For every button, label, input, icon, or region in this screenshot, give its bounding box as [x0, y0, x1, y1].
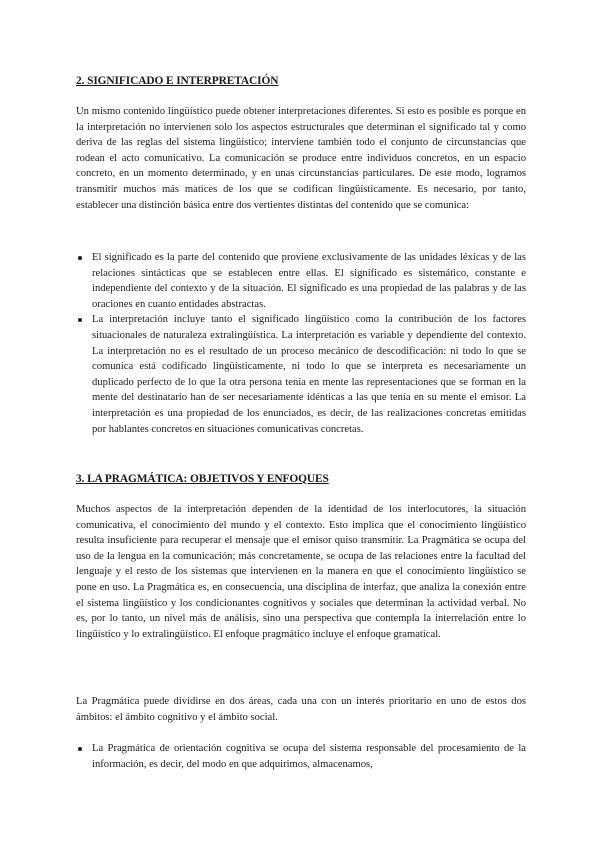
- bullet-dot-icon: [78, 747, 82, 751]
- bullet-text: El significado es la parte del contenido que proviene exclusivamente de las unidades léxicas y de las relaciones sintácticas que se establecen entre ellas. El significado es sistemático, constante e independiente del contexto y de la situación. El significado es una propiedad de las palabras y de las oraciones en cuanto entidades abstractas.: [92, 252, 526, 310]
- section-3-paragraph-1: Muchos aspectos de la interpretación dependen de la identidad de los interlocutores, la situación comunicativa, el conocimiento del mundo y el contexto. Esto implica que el conocimiento lingüístico resulta insuficiente para recuperar el mensaje que el emisor quiso transmitir. La Pragmática se ocupa del uso de la lengua en la comunicación; más concretamente, se ocupa de las relaciones entre la facultad del lenguaje y el resto de los sistemas que intervienen en la manera en que el conocimiento lingüístico se pone en uso. La Pragmática es, en consecuencia, una disciplina de interfaz, que analiza la conexión entre el sistema lingüístico y los condicionantes cognitivos y sociales que determinan la actividad verbal. No es, por lo tanto, un nivel más de análisis, sino una perspectiva que contempla la interrelación entre lo lingüístico y lo extralingüístico. El enfoque pragmático incluye el enfoque gramatical.: [76, 504, 526, 640]
- section-2-heading: 2. SIGNIFICADO E INTERPRETACIÓN: [76, 75, 279, 87]
- bullet-dot-icon: [78, 318, 82, 322]
- bullet-text: La Pragmática de orientación cognitiva se ocupa del sistema responsable del procesamiento de la información, es decir, del modo en que adquirimos, almacenamos,: [92, 743, 526, 770]
- bullet-interpretacion: [76, 312, 526, 437]
- section-3-heading: 3. LA PRAGMÁTICA: OBJETIVOS Y ENFOQUES: [76, 473, 329, 485]
- section-3-bullet-list: [76, 741, 526, 772]
- section-2-paragraph: Un mismo contenido lingüístico puede obtener interpretaciones diferentes. Si esto es posible es porque en la interpretación no intervienen solo los aspectos estructurales que determinan el significado tal y como deriva de las reglas del sistema lingüístico; interviene también todo el conjunto de circunstancias que rodean el acto comunicativo. La comunicación se produce entre individuos concretos, en un espacio concreto, en un momento determinado, y en unas circunstancias particulares. De este modo, logramos transmitir muchos más matices de los que se codifican lingüísticamente. Es necesario, por tanto, establecer una distinción básica entre dos vertientes distintas del contenido que se comunica:: [76, 106, 526, 211]
- bullet-text: La interpretación incluye tanto el significado lingüístico como la contribución de los factores situacionales de naturaleza extralingüística. La interpretación es variable y dependiente del contexto. La interpretación no es el resultado de un proceso mecánico de descodificación: ni todo lo que se comunica está codificado lingüísticamente, ni todo lo que se interpreta es necesariamente un duplicado perfecto de lo que la otra persona tenía en mente las representaciones que se forman en la mente del destinatario han de ser necesariamente idénticas a las que tenía en su mente el emisor. La interpretación es una propiedad de los enunciados, es decir, de las realizaciones concretas emitidas por hablantes concretos en situaciones comunicativas concretas.: [92, 314, 526, 435]
- section-3-paragraph-2: La Pragmática puede dividirse en dos áreas, cada una con un interés prioritario en uno de estos dos ámbitos: el ámbito cognitivo y el ámbito social.: [76, 696, 526, 723]
- bullet-pragmatica-cognitiva: [76, 741, 526, 772]
- bullet-dot-icon: [78, 256, 82, 260]
- bullet-significado: [76, 250, 526, 312]
- section-2-bullet-list: [76, 250, 526, 437]
